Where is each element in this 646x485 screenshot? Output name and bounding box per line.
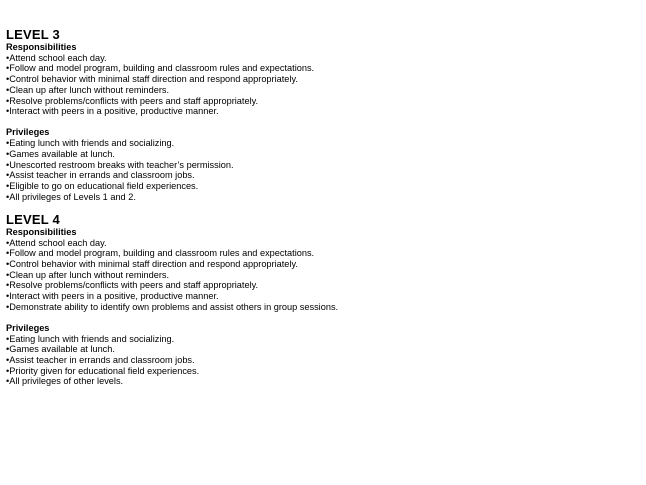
level-4-privileges-heading: Privileges [6, 322, 50, 333]
list-item: •Eating lunch with friends and socializing. [6, 333, 175, 344]
list-item: •Clean up after lunch without reminders. [6, 269, 170, 280]
level-3-title: LEVEL 3 [6, 27, 60, 42]
list-item: •All privileges of Levels 1 and 2. [6, 191, 136, 202]
list-item: •Follow and model program, building and classroom rules and expectations. [6, 248, 315, 259]
list-item: •Unescorted restroom breaks with teacher’s permission. [6, 159, 234, 170]
level-4-responsibilities-list [6, 238, 636, 313]
list-item: •Games available at lunch. [6, 148, 115, 159]
level-3-privileges-list [6, 138, 636, 202]
document-page [6, 28, 636, 387]
list-item: •Priority given for educational field experiences. [6, 365, 200, 376]
list-item: •Demonstrate ability to identify own problems and assist others in group sessions. [6, 301, 339, 312]
list-item: •Interact with peers in a positive, productive manner. [6, 291, 219, 302]
level-3-responsibilities-list [6, 53, 636, 117]
level-3-responsibilities-heading: Responsibilities [6, 42, 77, 52]
list-item: •Games available at lunch. [6, 344, 115, 355]
level-3-privileges-heading: Privileges [6, 127, 50, 138]
list-item: •Follow and model program, building and classroom rules and expectations. [6, 63, 315, 74]
list-item: •Clean up after lunch without reminders. [6, 84, 170, 95]
list-item: •Eligible to go on educational field experiences. [6, 180, 199, 191]
list-item: •Eating lunch with friends and socializing. [6, 138, 175, 149]
list-item: •Resolve problems/conflicts with peers and staff appropriately. [6, 95, 259, 106]
level-4-section [6, 213, 636, 387]
level-4-privileges-list [6, 334, 636, 388]
spacer [6, 312, 636, 323]
level-3-section [6, 28, 636, 202]
list-item: •Resolve problems/conflicts with peers and staff appropriately. [6, 280, 259, 291]
list-item: •Assist teacher in errands and classroom jobs. [6, 170, 195, 181]
spacer [6, 117, 636, 128]
list-item: •Control behavior with minimal staff direction and respond appropriately. [6, 258, 298, 269]
list-item: •Interact with peers in a positive, productive manner. [6, 106, 219, 117]
list-item: •Control behavior with minimal staff direction and respond appropriately. [6, 74, 298, 85]
list-item: •All privileges of other levels. [6, 376, 124, 387]
list-item: •Attend school each day. [6, 237, 107, 248]
list-item: •Assist teacher in errands and classroom jobs. [6, 355, 195, 366]
list-item: •Attend school each day. [6, 52, 107, 63]
spacer [6, 202, 636, 213]
level-4-responsibilities-heading: Responsibilities [6, 226, 77, 237]
level-4-title: LEVEL 4 [6, 211, 60, 227]
